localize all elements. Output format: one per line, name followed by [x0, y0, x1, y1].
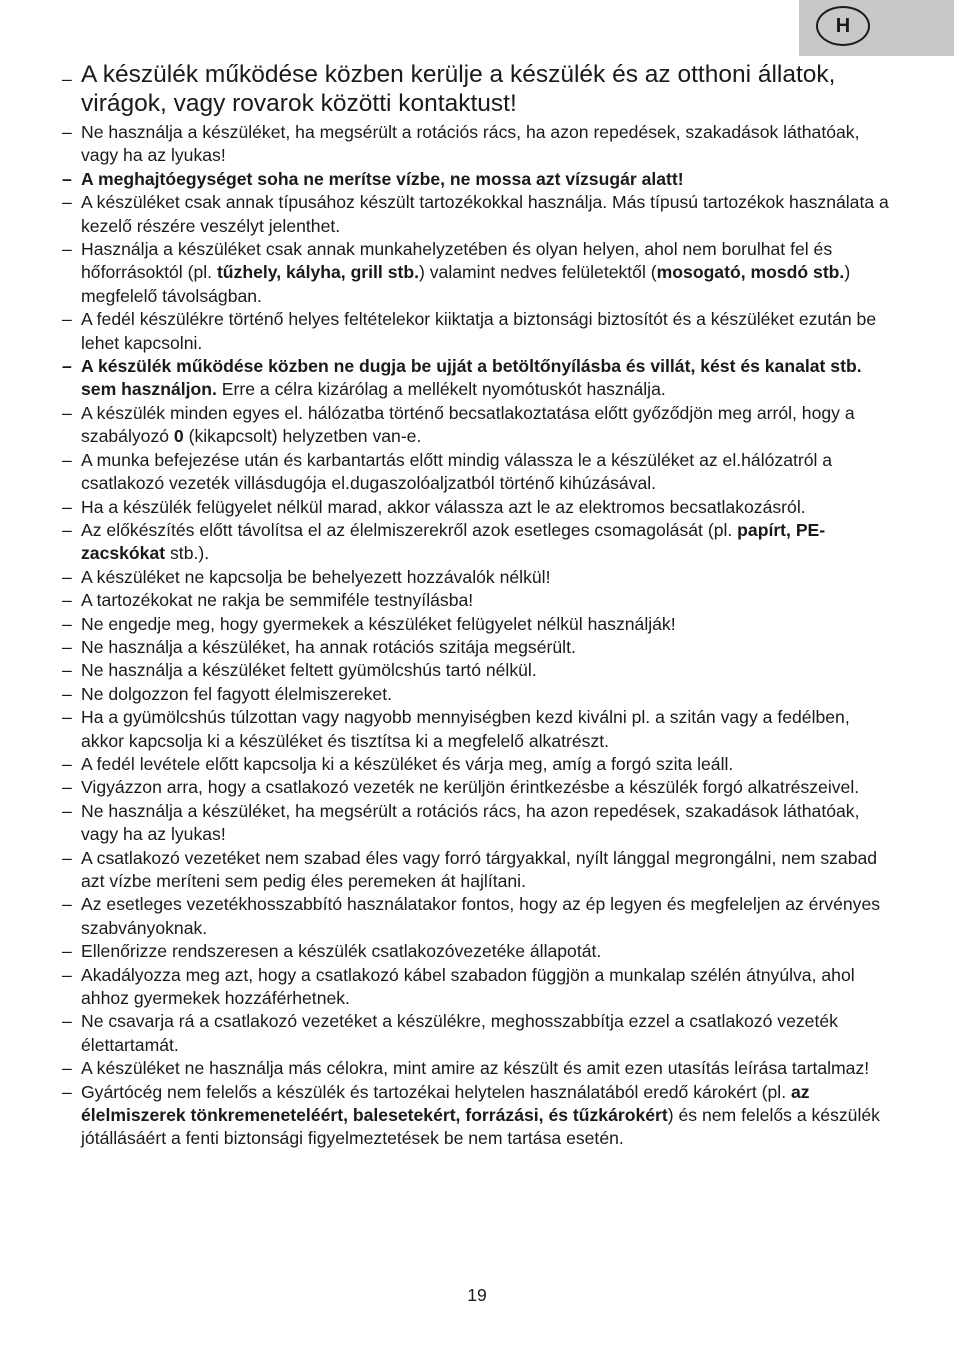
instruction-text: Erre a célra kizárólag a mellékelt nyomótuskót használja.: [216, 379, 666, 400]
instruction-text-bold: 0: [173, 426, 184, 447]
instruction-text: Ne használja a készüléket, ha annak rotációs szitája megsérült.: [81, 636, 576, 657]
instruction-text: Ne használja a készüléket, ha megsérült a rotációs rács, ha azon repedések, szakadások láthatóak, vagy ha az lyukas!: [81, 800, 860, 845]
instruction-item: [62, 168, 892, 191]
bullet-dash: –: [62, 122, 72, 142]
instruction-text: A csatlakozó vezetéket nem szabad éles vagy forró tárgyakkal, nyílt lánggal megrongálni, nem szabad azt vízbe meríteni sem pedig éles peremeken át hajlítani.: [81, 847, 878, 891]
instruction-item: [62, 636, 892, 659]
bullet-dash: –: [62, 1011, 72, 1032]
instruction-text: Az esetleges vezetékhosszabbító használatakor fontos, hogy az ép legyen és megfeleljen az érvényes szabványoknak.: [81, 894, 881, 938]
instruction-text: Ne használja a készüléket feltett gyümölcshús tartó nélkül.: [81, 660, 537, 681]
bullet-dash: –: [62, 777, 72, 798]
language-tab: [799, 0, 954, 56]
bullet-dash: –: [62, 519, 72, 540]
bullet-dash: –: [62, 1081, 72, 1102]
instruction-text: A készülék működése közben kerülje a készülék és az otthoni állatok, virágok, vagy rovarok közötti kontaktust!: [81, 61, 836, 117]
bullet-dash: –: [62, 636, 72, 657]
instruction-text: A meghajtóegységet soha ne merítse vízbe, ne mossa azt vízsugár alatt!: [81, 168, 684, 189]
instruction-text: A fedél levétele előtt kapcsolja ki a készüléket és várja meg, amíg a forgó szita leáll.: [81, 753, 734, 774]
instruction-text-bold: tűzhely, kályha, grill stb.: [216, 262, 419, 283]
instruction-text: ) valamint nedves felületektől (: [419, 262, 657, 283]
instruction-text: Ne csavarja rá a csatlakozó vezetéket a készülékre, meghosszabbítja ezzel a csatlakozó vezeték élettartamát.: [81, 1011, 838, 1055]
instruction-item: [62, 847, 892, 894]
instruction-text-bold: papírt, PE- zacskókat: [81, 519, 826, 564]
instruction-text: (kikapcsolt) helyzetben van-e.: [183, 426, 422, 447]
instruction-item: [62, 964, 892, 1011]
instruction-text: A készüléket ne kapcsolja be behelyezett hozzávalók nélkül!: [81, 566, 551, 587]
bullet-dash: –: [62, 496, 72, 517]
instruction-item: [62, 683, 892, 706]
instruction-text: Az előkészítés előtt távolítsa el az élelmiszerekről azok esetleges csomagolását (pl.: [81, 519, 738, 540]
safety-instructions-list: [62, 60, 892, 1151]
bullet-dash: –: [62, 800, 72, 821]
instruction-item: [62, 308, 892, 355]
bullet-dash: –: [62, 707, 72, 728]
instruction-text: Gyártócég nem felelős a készülék és tartozékai helytelen használatából eredő károkért (pl.: [81, 1081, 791, 1102]
instruction-item: [62, 706, 892, 753]
instruction-item: [62, 1057, 892, 1080]
instruction-item: [62, 402, 892, 449]
bullet-dash: –: [62, 1058, 72, 1079]
page-number: 19: [467, 1285, 487, 1305]
instruction-text: Ne engedje meg, hogy gyermekek a készüléket felügyelet nélkül használják!: [81, 613, 676, 634]
instruction-text: Ne dolgozzon fel fagyott élelmiszereket.: [81, 683, 392, 704]
bullet-dash: –: [62, 239, 72, 260]
bullet-dash: –: [62, 964, 72, 985]
instruction-text: ) megfelelő távolságban.: [81, 262, 851, 306]
bullet-dash: –: [62, 356, 72, 377]
bullet-dash: –: [62, 753, 72, 774]
instruction-text: stb.).: [165, 543, 210, 564]
bullet-dash: –: [62, 566, 72, 587]
instruction-text: A fedél készülékre történő helyes feltételekor kiiktatja a biztonsági biztosítót és a készüléket ezután be lehet kapcsolni.: [81, 309, 877, 353]
bullet-dash: –: [62, 192, 72, 213]
instruction-item: [62, 893, 892, 940]
instruction-text: A tartozékokat ne rakja be semmiféle testnyílásba!: [81, 590, 474, 611]
instruction-text: A készüléket ne használja más célokra, mint amire az készült és amit ezen utasítás leírása tartalmaz!: [81, 1058, 870, 1079]
instruction-text: Ha a gyümölcshús túlzottan vagy nagyobb mennyiségben kezd kiválni pl. a szitán vagy a fedélben, akkor kapcsolja ki a készüléket és tisztítsa ki a megfelelő alkatrészt.: [81, 707, 850, 751]
instruction-item: [62, 613, 892, 636]
instruction-item: [62, 1010, 892, 1057]
bullet-dash: –: [62, 402, 72, 423]
bullet-dash: –: [62, 309, 72, 330]
instruction-item: [62, 449, 892, 496]
bullet-dash: –: [62, 683, 72, 704]
instruction-text: Ha a készülék felügyelet nélkül marad, akkor válassza azt le az elektromos becsatlakozásról.: [81, 496, 806, 517]
instruction-text: A készülék minden egyes el. hálózatba történő becsatlakoztatása előtt győződjön meg arról, hogy a szabályozó: [81, 402, 855, 447]
instruction-text: Ne használja a készüléket, ha megsérült a rotációs rács, ha azon repedések, szakadások láthatóak, vagy ha az lyukas!: [81, 122, 860, 166]
bullet-dash: –: [62, 449, 72, 470]
instruction-text: Akadályozza meg azt, hogy a csatlakozó kábel szabadon függjön a munkalap szélén átnyúlva, ahol ahhoz gyermekek hozzáférhetnek.: [81, 964, 855, 1009]
instruction-text: A készüléket csak annak típusához készült tartozékokkal használja. Más típusú tartozékok használata a kezelő részére veszélyt jelenthet.: [81, 192, 889, 236]
instruction-text: Vigyázzon arra, hogy a csatlakozó vezeték ne kerüljön érintkezésbe a készülék forgó alkatrészeivel.: [81, 777, 860, 798]
bullet-dash: –: [62, 69, 72, 89]
bullet-dash: –: [62, 894, 72, 915]
instruction-text: A munka befejezése után és karbantartás előtt mindig válassza le a készüléket az el.hálózatról a csatlakozó vezeték villásdugója el.dugaszolóaljzatból történő kihúzásával.: [81, 449, 833, 494]
instruction-text: Ellenőrizze rendszeresen a készülék csatlakozóvezetéke állapotát.: [81, 941, 602, 962]
instruction-text: Használja a készüléket csak annak munkahelyzetében és olyan helyen, ahol nem borulhat fel és hőforrásoktól (pl.: [81, 239, 833, 283]
bullet-dash: –: [62, 941, 72, 962]
instruction-text-bold: A készülék működése közben ne dugja be ujját a betöltőnyílásba és villát, kést és kanalat stb. sem használjon.: [81, 356, 862, 400]
instruction-text: ) és nem felelős a készülék jótállásáért a fenti biztonsági figyelmeztetések be nem tartása esetén.: [81, 1105, 880, 1149]
instruction-item: [62, 566, 892, 589]
instruction-item: [62, 238, 892, 308]
instruction-item: [62, 519, 892, 566]
instruction-item: [62, 589, 892, 612]
instruction-item: [62, 496, 892, 519]
instruction-item: [62, 753, 892, 776]
instruction-item: [62, 121, 892, 168]
bullet-dash: –: [62, 613, 72, 634]
bullet-dash: –: [62, 847, 72, 868]
instruction-item: [62, 191, 892, 238]
instruction-item: [62, 800, 892, 847]
instruction-item: [62, 776, 892, 799]
instruction-item: [62, 1081, 892, 1151]
instruction-item: [62, 659, 892, 682]
instruction-text-bold: mosogató, mosdó stb.: [656, 262, 845, 283]
instruction-item: [62, 355, 892, 402]
bullet-dash: –: [62, 168, 72, 189]
language-badge: H: [816, 6, 870, 46]
instruction-text-bold: az élelmiszerek tönkremeneteléért, balesetekért, forrázási, és tűzkárokért: [81, 1081, 810, 1126]
bullet-dash: –: [62, 590, 72, 611]
instruction-item: [62, 940, 892, 963]
bullet-dash: –: [62, 660, 72, 681]
instruction-item: [62, 60, 892, 121]
